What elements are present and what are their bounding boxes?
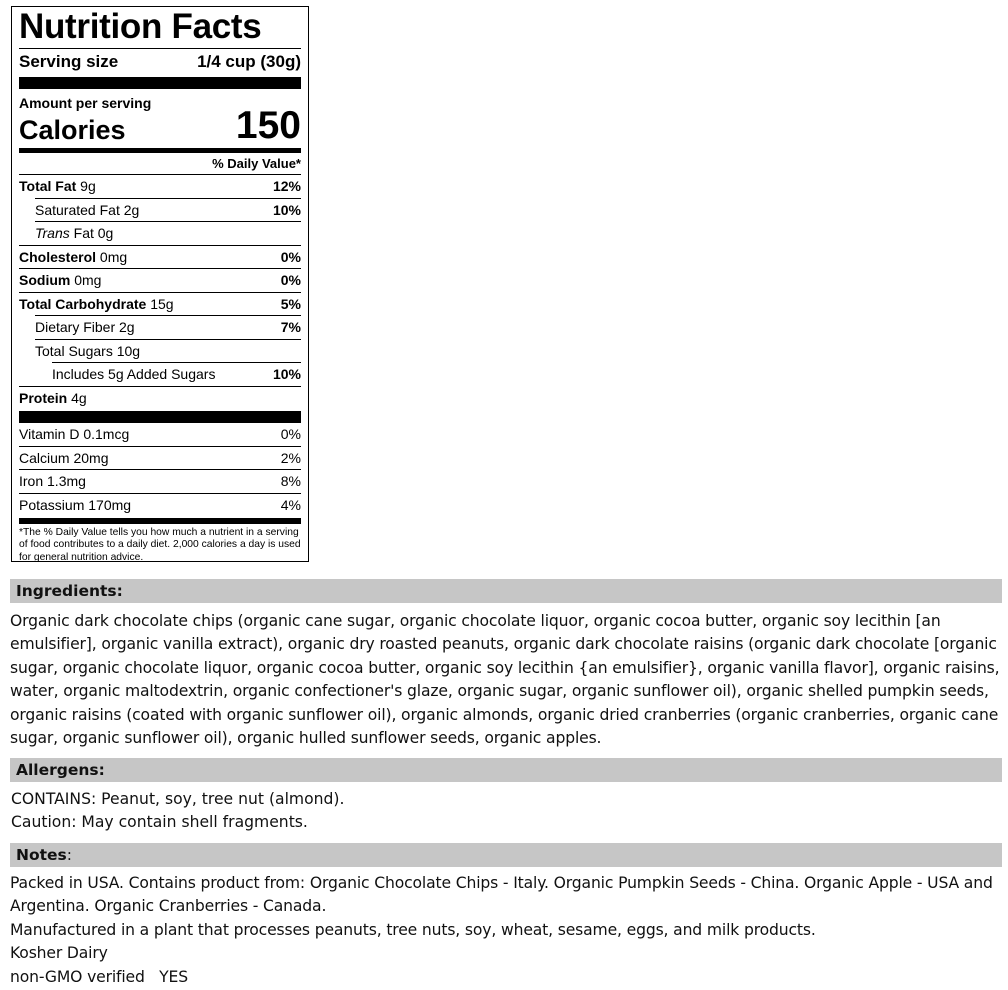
nutrient-row-total-fat [19, 174, 301, 198]
nutrient-amount: 15g [146, 295, 174, 312]
vitamin-name: Vitamin D 0.1mcg [19, 426, 130, 443]
nutrient-name: Saturated Fat 2g [35, 201, 140, 218]
nutrient-dv: 0% [280, 248, 301, 265]
calories-value: 150 [235, 104, 301, 147]
nutrient-dv: 0% [280, 272, 301, 289]
serving-size-value: 1/4 cup (30g) [197, 52, 301, 71]
note-line: Manufactured in a plant that processes peanuts, tree nuts, soy, wheat, sesame, eggs, and milk products. [10, 920, 816, 939]
note-line: non-GMO verified YES [10, 967, 189, 986]
nutrient-name: Protein [19, 389, 68, 406]
nutrient-name: Total Carbohydrate [19, 295, 147, 312]
allergen-line: Caution: May contain shell fragments. [11, 813, 308, 832]
serving-size-label: Serving size [19, 52, 119, 71]
nutrient-name: Total Fat [19, 178, 77, 195]
vitamin-dv: 4% [280, 496, 301, 513]
allergens-heading-bar [10, 758, 1002, 782]
notes-heading-colon: : [66, 846, 73, 864]
nutrient-row-trans-fat [35, 221, 301, 245]
nutrient-row-sodium [19, 268, 301, 292]
nutrient-row-saturated-fat [35, 198, 301, 222]
vitamin-name: Potassium 170mg [19, 496, 132, 513]
vitamin-row-iron [19, 469, 301, 493]
thick-divider [19, 77, 301, 89]
allergens-heading: Allergens: [16, 761, 105, 779]
nutrient-name: Total Sugars 10g [35, 342, 141, 359]
vitamin-dv: 2% [280, 449, 301, 466]
nutrient-name-italic: Trans [35, 225, 70, 242]
nutrient-name: Includes 5g Added Sugars [52, 366, 216, 383]
nutrient-row-added-sugars [52, 362, 301, 386]
vitamin-name: Iron 1.3mg [19, 473, 86, 490]
nutrient-amount: 4g [67, 389, 87, 406]
note-line: Packed in USA. Contains product from: Organic Chocolate Chips - Italy. Organic Pumpkin Seeds - China. Organic Apple - USA and Argentina. Organic Cranberries - Canada. [10, 874, 993, 916]
allergen-line: CONTAINS: Peanut, soy, tree nut (almond). [11, 790, 345, 808]
vitamin-dv: 8% [280, 473, 301, 490]
nutrient-dv: 10% [272, 201, 301, 218]
nutrient-dv: 12% [272, 178, 301, 195]
nutrient-dv: 5% [280, 295, 301, 312]
note-line: Kosher Dairy [10, 944, 108, 963]
notes-heading-bar [10, 843, 1002, 867]
vitamin-row-vitamin-d [19, 423, 301, 446]
nutrient-dv: 10% [272, 366, 301, 383]
nutrient-row-total-sugars [35, 339, 301, 363]
vitamin-row-potassium [19, 493, 301, 517]
nutrient-amount: 0mg [70, 272, 102, 289]
ingredients-heading: Ingredients: [16, 582, 123, 600]
calories-row [19, 104, 301, 147]
nutrition-facts-title: Nutrition Facts [19, 7, 262, 46]
serving-size-row [19, 48, 301, 75]
vitamin-row-calcium [19, 446, 301, 470]
ingredients-text: Organic dark chocolate chips (organic cane sugar, organic chocolate liquor, organic cocoa butter, organic soy lecithin [an emulsifier], organic vanilla extract), organic dry roasted peanuts, organic dark chocolate raisins (organic dark chocolate [organic sugar, organic chocolate liquor, organic cocoa butter, organic soy lecithin {an emulsifier}, organic vanilla flavor], organic raisins, water, organic maltodextrin, organic confectioner's glaze, organic sugar, organic sunflower oil), organic shelled pumpkin seeds, organic raisins (coated with organic sunflower oil), organic almonds, organic dried cranberries (organic cranberries, organic cane sugar, organic sunflower oil), organic hulled sunflower seeds, organic apples. [10, 612, 1000, 748]
nutrient-dv: 7% [280, 319, 301, 336]
notes-body [10, 872, 1002, 989]
notes-heading: Notes [16, 846, 67, 864]
nutrient-row-cholesterol [19, 245, 301, 269]
nutrient-row-dietary-fiber [35, 315, 301, 339]
amount-per-serving: Amount per serving [19, 95, 152, 111]
calories-label: Calories [19, 115, 126, 145]
nutrient-name: Cholesterol [19, 248, 97, 265]
nutrient-name: Sodium [19, 272, 71, 289]
nutrient-amount: 0mg [96, 248, 128, 265]
vitamin-dv: 0% [280, 426, 301, 443]
thick-divider [19, 411, 301, 423]
allergens-body [10, 788, 1003, 835]
nutrient-name: Fat 0g [69, 225, 114, 242]
ingredients-heading-bar [10, 579, 1002, 603]
daily-value-header: % Daily Value* [212, 156, 301, 171]
nutrient-amount: 9g [76, 178, 96, 195]
nutrient-row-protein [19, 386, 301, 410]
nutrient-row-total-carbohydrate [19, 292, 301, 316]
daily-value-footnote: *The % Daily Value tells you how much a nutrient in a serving of food contributes to a daily diet. 2,000 calories a day is used for general nutrition advice. [19, 518, 301, 564]
vitamin-name: Calcium 20mg [19, 449, 109, 466]
nutrition-facts-label [11, 6, 309, 562]
nutrient-name: Dietary Fiber 2g [35, 319, 135, 336]
